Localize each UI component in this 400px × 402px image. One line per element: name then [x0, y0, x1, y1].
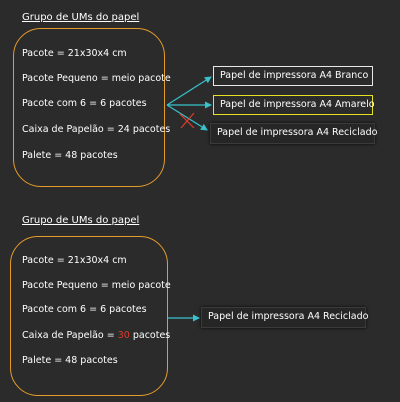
top-line-pacote: Pacote = 21x30x4 cm [22, 48, 127, 59]
bottom-line-palete: Palete = 48 pacotes [22, 355, 118, 366]
top-line-pacote-com-6: Pacote com 6 = 6 pacotes [22, 98, 147, 109]
top-line-caixa: Caixa de Papelão = 24 pacotes [22, 124, 171, 135]
top-group-title: Grupo de UMs do papel [22, 12, 140, 23]
top-line-palete: Palete = 48 pacotes [22, 150, 118, 161]
bottom-group-title: Grupo de UMs do papel [22, 215, 140, 226]
top-product-amarelo: Papel de impressora A4 Amarelo [213, 95, 373, 115]
bottom-caixa-value: 30 [117, 330, 130, 341]
bottom-line-pacote-com-6: Pacote com 6 = 6 pacotes [22, 304, 147, 315]
bottom-caixa-suffix: pacotes [129, 330, 171, 341]
bottom-line-pacote: Pacote = 21x30x4 cm [22, 255, 127, 266]
arrow-to-reciclado-blocked [167, 105, 207, 130]
bottom-caixa-prefix: Caixa de Papelão = [22, 330, 118, 341]
top-line-pacote-pequeno: Pacote Pequeno = meio pacote [22, 73, 171, 84]
arrow-to-branco [167, 77, 211, 105]
top-product-reciclado: Papel de impressora A4 Reciclado [210, 123, 375, 144]
top-product-branco: Papel de impressora A4 Branco [213, 66, 373, 86]
bottom-line-pacote-pequeno: Pacote Pequeno = meio pacote [22, 280, 171, 291]
bottom-product-reciclado: Papel de impressora A4 Reciclado [201, 307, 366, 328]
